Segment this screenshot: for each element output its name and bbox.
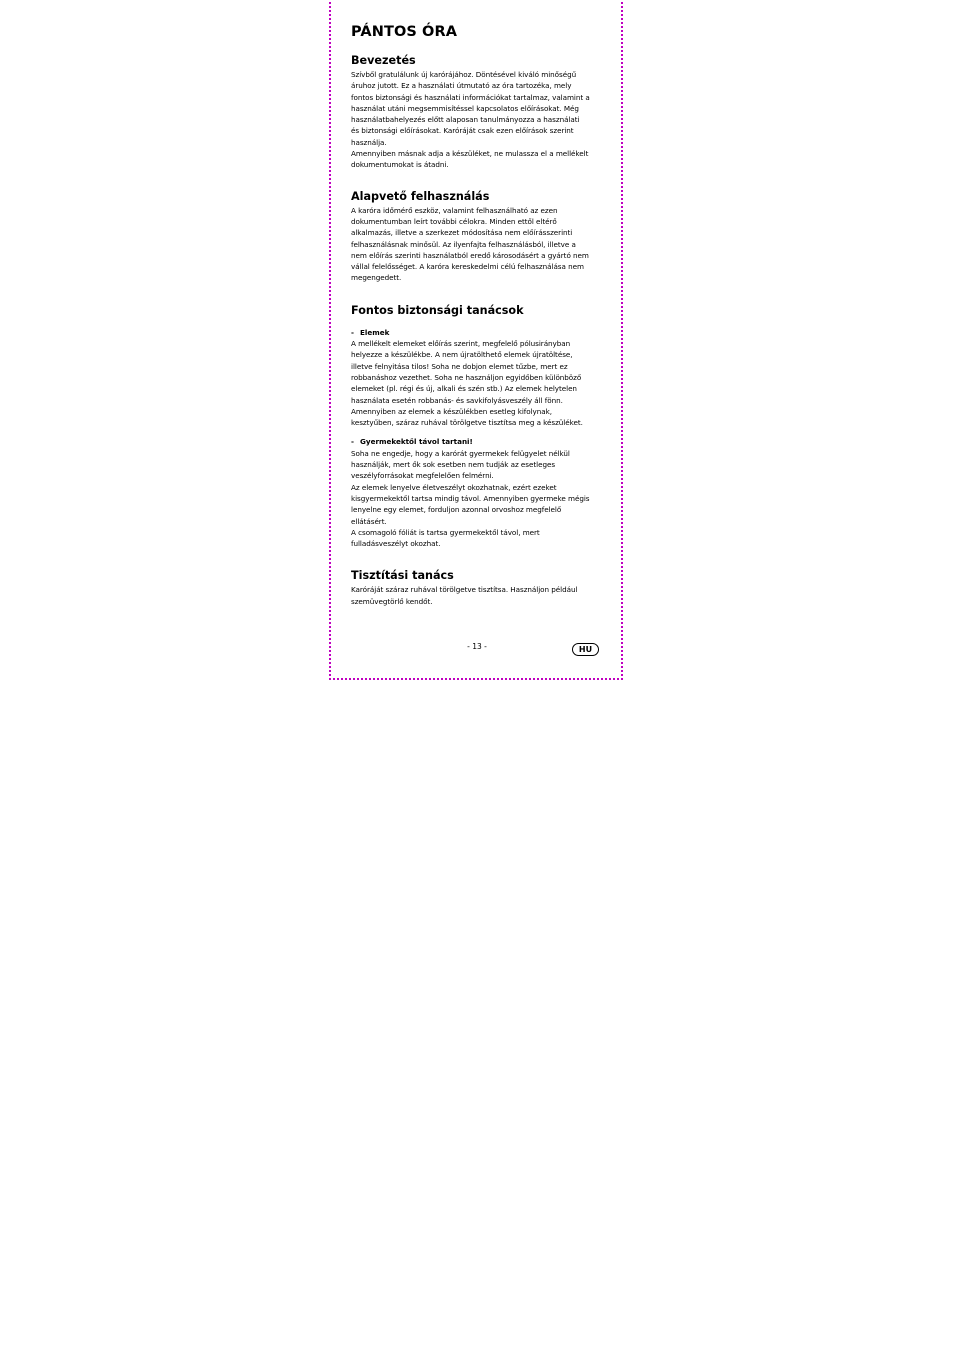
children-subheading: [351, 436, 603, 447]
text-line: használja.: [351, 137, 387, 147]
text-line: nem előírás szerinti használatból eredő károsodásért a gyártó nem: [351, 250, 589, 260]
batteries-body: [351, 338, 603, 428]
text-line: Amennyiben az elemek a készülékben esetleg kifolynak,: [351, 406, 552, 416]
text-line: fulladásveszélyt okozhat.: [351, 539, 441, 549]
text-line: helyezze a készülékbe. A nem újratölthető elemek újratöltése,: [351, 350, 573, 360]
text-line: és biztonsági előírásokat. Karóráját csak ezen előírások szerint: [351, 126, 574, 136]
text-line: kisgyermekektől tartsa mindig távol. Amennyiben gyermeke mégis: [351, 493, 590, 503]
text-line: Szívből gratulálunk új karórájához. Döntésével kiváló minőségű: [351, 70, 577, 79]
batteries-label: Elemek: [360, 327, 390, 337]
text-line: lenyelne egy elemet, forduljon azonnal orvoshoz megfelelő: [351, 505, 562, 515]
section-cleaning: [351, 569, 603, 607]
text-line: A karóra időmérő eszköz, valamint felhasználható az ezen: [351, 205, 558, 215]
text-line: felhasználásnak minősül. Az ilyenfajta felhasználásból, illetve a: [351, 239, 576, 249]
text-line: vállal felelősséget. A karóra kereskedelmi célú felhasználása nem: [351, 262, 584, 272]
text-line: A csomagoló fóliát is tartsa gyermekektől távol, mert: [351, 527, 540, 537]
section-basic-use: [351, 190, 603, 284]
document-content: [351, 24, 603, 618]
intro-body: [351, 69, 603, 171]
basic-use-heading: Alapvető felhasználás: [351, 189, 490, 203]
section-safety: [351, 304, 603, 550]
text-line: ellátásért.: [351, 516, 387, 526]
text-line: dokumentumokat is átadni.: [351, 160, 449, 170]
text-line: dokumentumban leírt további célokra. Minden ettől eltérő: [351, 216, 557, 226]
text-line: használata esetén robbanás- és savkifolyásveszély áll fönn.: [351, 395, 563, 405]
language-badge: HU: [572, 643, 599, 656]
text-line: A mellékelt elemeket előírás szerint, megfelelő pólusirányban: [351, 339, 571, 349]
text-line: használatbahelyezés előtt alaposan tanulmányozza a használati: [351, 115, 580, 125]
text-line: Az elemek lenyelve életveszélyt okozhatnak, ezért ezeket: [351, 482, 557, 492]
text-line: kesztyűben, száraz ruhával törölgetve tisztítsa meg a készüléket.: [351, 418, 583, 428]
text-line: Soha ne engedje, hogy a karórát gyermekek felügyelet nélkül: [351, 448, 570, 458]
batteries-dash: -: [351, 327, 354, 337]
text-line: alkalmazás, illetve a szerkezet módosítása nem előírásszerinti: [351, 228, 573, 238]
text-line: áruhoz jutott. Ez a használati útmutató az óra tartozéka, mely: [351, 81, 572, 91]
text-line: Karóráját száraz ruhával törölgetve tisztítsa. Használjon például: [351, 585, 578, 595]
text-line: illetve felnyitása tilos! Soha ne dobjon elemet tűzbe, mert ez: [351, 361, 568, 371]
text-line: használják, mert ők sok esetben nem tudják az esetleges: [351, 460, 556, 470]
text-line: veszélyforrásokat megfelelően felmérni.: [351, 471, 494, 481]
children-dash: -: [351, 437, 354, 447]
cleaning-body: [351, 584, 603, 607]
children-body: [351, 448, 603, 550]
text-line: használat utáni megsemmisítéssel kapcsolatos előírásokat. Még: [351, 103, 579, 113]
intro-heading: Bevezetés: [351, 54, 416, 67]
section-intro: [351, 54, 603, 171]
text-line: megengedett.: [351, 273, 402, 283]
children-label: Gyermekektől távol tartani!: [360, 437, 473, 447]
safety-heading: Fontos biztonsági tanácsok: [351, 303, 524, 317]
text-line: szemüvegtörlő kendőt.: [351, 596, 433, 606]
cleaning-heading: Tisztítási tanács: [351, 569, 454, 583]
page-number: - 13 -: [467, 642, 487, 651]
text-line: elemeket (pl. régi és új, alkali és szén stb.) Az elemek helytelen: [351, 384, 577, 394]
text-line: robbanáshoz vezethet. Soha ne használjon egyidőben különböző: [351, 372, 582, 382]
text-line: Amennyiben másnak adja a készüléket, ne mulassza el a mellékelt: [351, 149, 589, 159]
basic-use-body: [351, 205, 603, 284]
page-title: PÁNTOS ÓRA: [351, 24, 458, 40]
text-line: fontos biztonsági és használati információkat tartalmaz, valamint a: [351, 92, 590, 102]
batteries-subheading: [351, 327, 603, 338]
